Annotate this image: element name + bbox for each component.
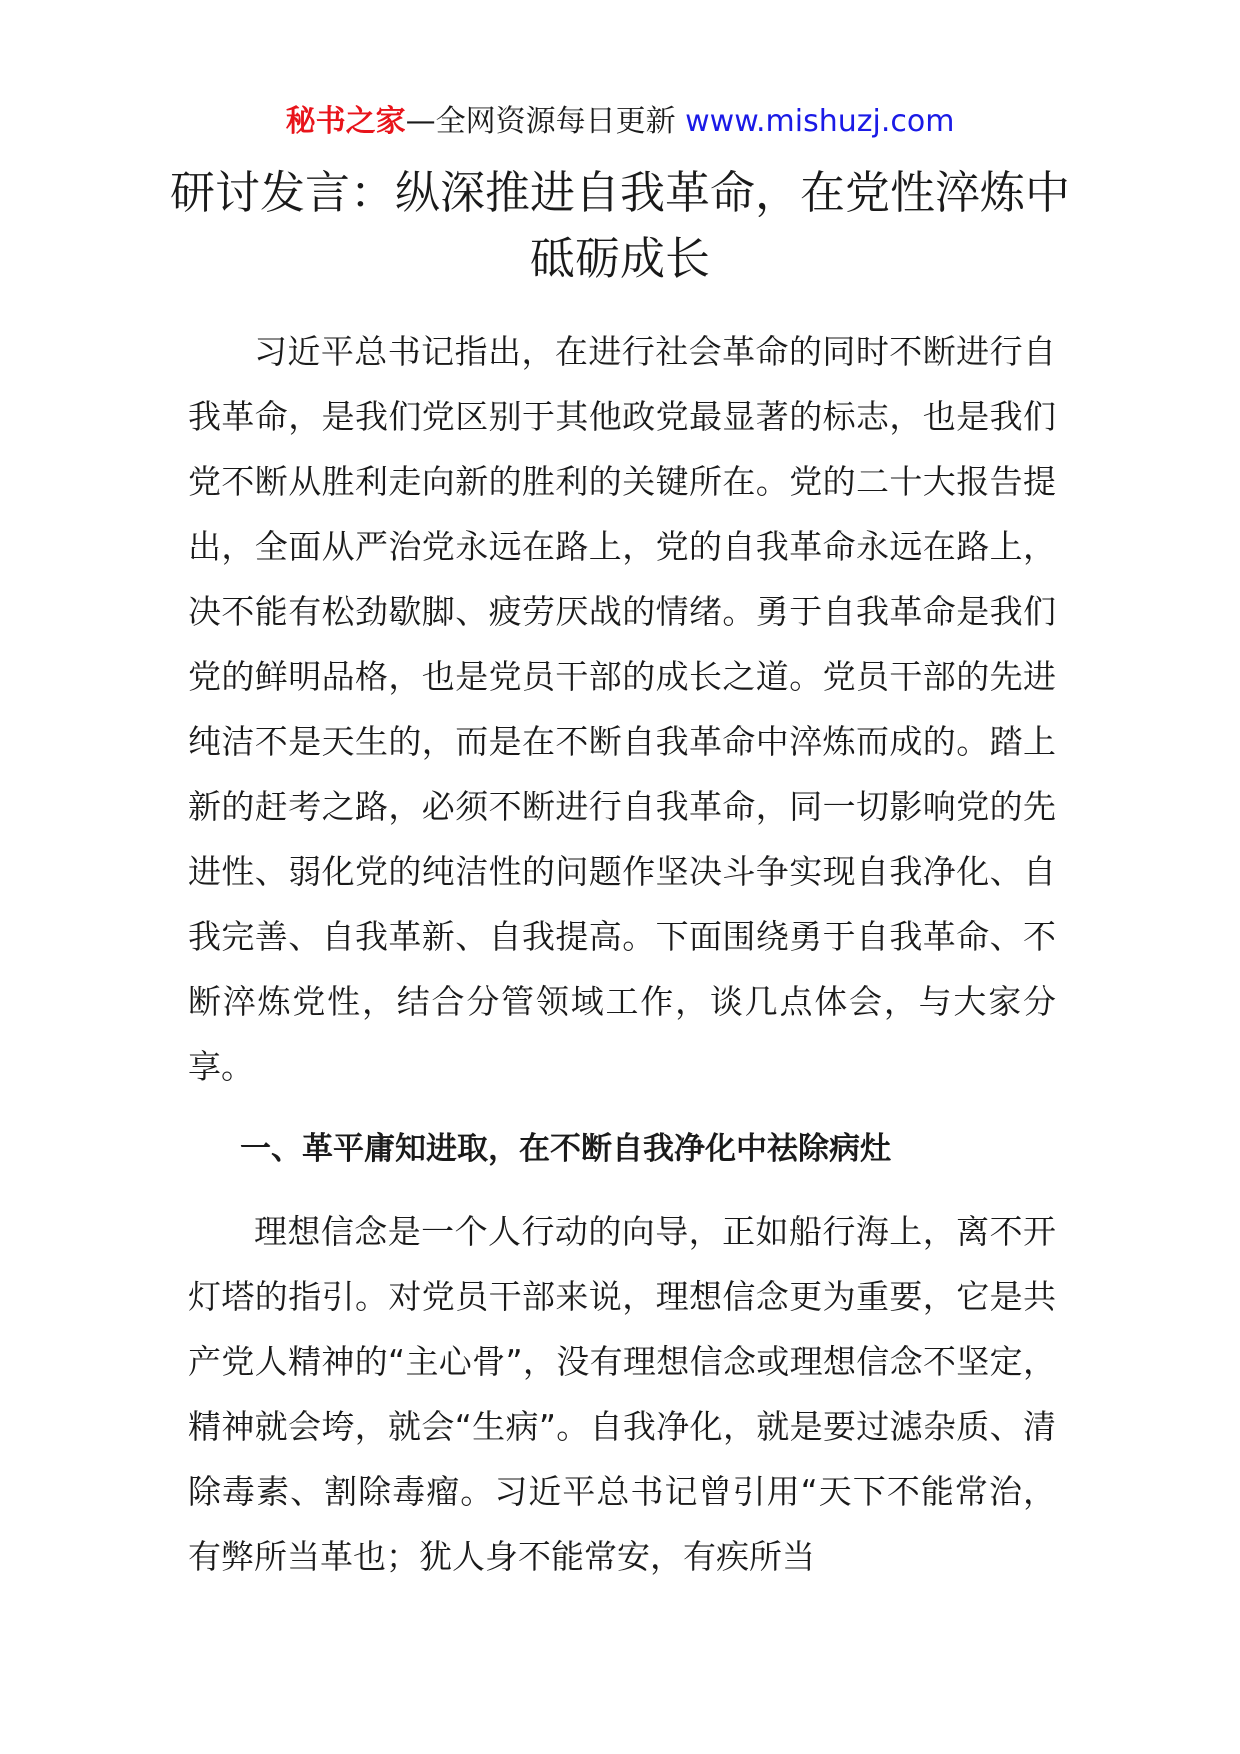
body-paragraph-intro: 习近平总书记指出，在进行社会革命的同时不断进行自我革命，是我们党区别于其他政党最显著的标志，也是我们党不断从胜利走向新的胜利的关键所在。党的二十大报告提出，全面从严治党永远在路上，党的自我革命永远在路上，决不能有松劲歇脚、疲劳厌战的情绪。勇于自我革命是我们党的鲜明品格，也是党员干部的成长之道。党员干部的先进纯洁不是天生的，而是在不断自我革命中淬炼而成的。踏上新的赶考之路，必须不断进行自我革命，同一切影响党的先进性、弱化党的纯洁性的问题作坚决斗争实现自我净化、自我完善、自我革新、自我提高。下面围绕勇于自我革命、不断淬炼党性，结合分管领域工作，谈几点体会，与大家分享。 bbox=[188, 332, 1056, 1086]
brand-name: 秘书之家 bbox=[285, 104, 406, 139]
section-heading-1: 一、革平庸知进取，在不断自我净化中祛除病灶 bbox=[240, 1131, 891, 1167]
site-header bbox=[0, 100, 1240, 144]
body-paragraph-section-1: 理想信念是一个人行动的向导，正如船行海上，离不开灯塔的指引。对党员干部来说，理想信念更为重要，它是共产党人精神的“主心骨”，没有理想信念或理想信念不坚定，精神就会垮，就会“生病”。自我净化，就是要过滤杂质、清除毒素、割除毒瘤。习近平总书记曾引用“天下不能常治，有弊所当革也；犹人身不能常安，有疾所当 bbox=[188, 1212, 1056, 1576]
header-tagline: —全网资源每日更新 bbox=[405, 104, 686, 139]
site-url-link[interactable]: www.mishuzj.com bbox=[685, 104, 955, 139]
document-title: 研讨发言：纵深推进自我革命，在党性淬炼中砥砺成长 bbox=[169, 166, 1070, 285]
